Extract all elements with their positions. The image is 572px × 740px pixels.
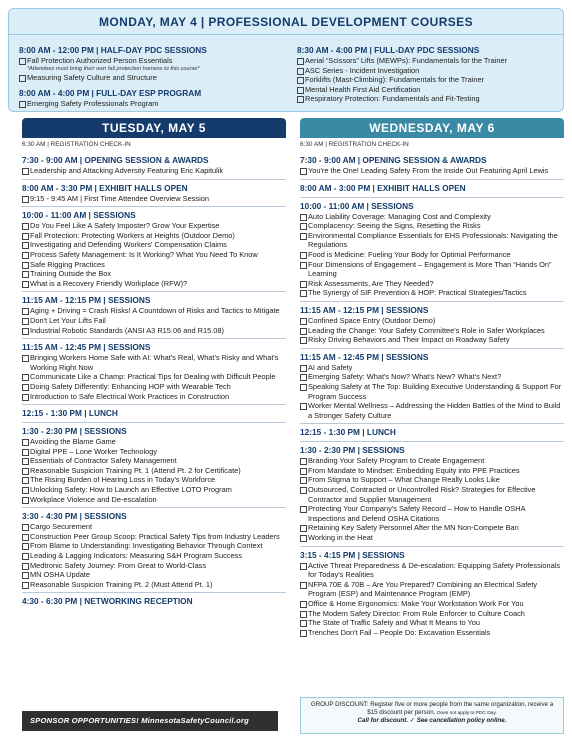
tuesday-registration: 6:30 AM | REGISTRATION CHECK-IN: [22, 141, 131, 148]
session-item: You're the One! Leading Safety From the Inside Out Featuring April Lewis: [300, 166, 564, 176]
session-item: Auto Liability Coverage: Managing Cost and Complexity: [300, 212, 564, 222]
session-item: The Rising Burden of Hearing Loss in Today's Workforce: [22, 475, 286, 485]
sponsor-banner[interactable]: SPONSOR OPPORTUNITIES! MinnesotaSafetyCouncil.org: [22, 711, 278, 731]
session-block: [22, 152, 286, 176]
session-time-heading: 10:00 - 11:00 AM | SESSIONS: [300, 197, 564, 212]
monday-session-heading: 8:00 AM - 4:00 PM | FULL-DAY ESP PROGRAM: [19, 88, 202, 99]
session-item: From Mandate to Mindset: Embedding Equity into PPE Practices: [300, 466, 564, 476]
session-time-heading: 11:15 AM - 12:15 PM | SESSIONS: [300, 301, 564, 316]
session-item: The Modern Safety Director: From Rule Enforcer to Culture Coach: [300, 609, 564, 619]
session-time-heading: 8:00 AM - 3:30 PM | EXHIBIT HALLS OPEN: [22, 179, 286, 194]
wednesday-sections: [300, 152, 564, 637]
session-item: Complacency: Seeing the Signs, Resetting the Risks: [300, 221, 564, 231]
session-item: Confined Space Entry (Outdoor Demo): [300, 316, 564, 326]
session-item: Food is Medicine: Fueling Your Body for Optimal Performance: [300, 250, 564, 260]
monday-session-item: Aerial “Scissors” Lifts (MEWPs): Fundamentals for the Trainer: [297, 56, 567, 66]
session-time-heading: 10:00 - 11:00 AM | SESSIONS: [22, 206, 286, 221]
session-time-heading: 3:15 - 4:15 PM | SESSIONS: [300, 546, 564, 561]
session-item: Do You Feel Like A Safety Imposter? Grow Your Expertise: [22, 221, 286, 231]
wednesday-panel: [300, 118, 564, 637]
session-block: [22, 404, 286, 419]
tuesday-sections: [22, 152, 286, 607]
session-item: Environmental Compliance Essentials for EHS Professionals: Navigating the Regulations: [300, 231, 564, 250]
session-block: [300, 152, 564, 176]
monday-session-block: [19, 42, 289, 82]
monday-session-item: Respiratory Protection: Fundamentals and Fit-Testing: [297, 94, 567, 104]
group-discount-text: GROUP DISCOUNT: Register five or more people from the same organization, receive a $15 discount per person.: [310, 701, 554, 716]
session-item: Protecting Your Company's Safety Record – How to Handle OSHA Inspections and Defend OSHA Citations: [300, 504, 564, 523]
session-item: 9:15 - 9:45 AM | First Time Attendee Overview Session: [22, 194, 286, 204]
monday-session-block: [297, 42, 567, 104]
session-item: Speaking Safety at The Top: Building Executive Understanding & Support For Program Success: [300, 382, 564, 401]
session-item: Safe Rigging Practices: [22, 260, 286, 270]
session-item: Communicate Like a Champ: Practical Tips for Dealing with Difficult People: [22, 372, 286, 382]
monday-session-heading: 8:00 AM - 12:00 PM | HALF-DAY PDC SESSIONS: [19, 45, 207, 55]
session-item: Medtronic Safety Journey: From Great to World-Class: [22, 561, 286, 571]
session-block: [22, 206, 286, 288]
session-block: [22, 507, 286, 589]
session-item: Outsourced, Contracted or Uncontrolled Risk? Strategies for Effective Contractor and Supplier Management: [300, 485, 564, 504]
session-item: Workplace Violence and De-escalation: [22, 495, 286, 505]
session-block: [22, 592, 286, 607]
session-block: [300, 423, 564, 438]
monday-session-note: *Attendees must bring their own fall protection harness to this course*: [27, 65, 200, 72]
session-time-heading: 11:15 AM - 12:45 PM | SESSIONS: [22, 338, 286, 353]
session-item: Active Threat Preparedness & De-escalation: Equipping Safety Professionals for Today's Realities: [300, 561, 564, 580]
session-time-heading: 1:30 - 2:30 PM | SESSIONS: [22, 422, 286, 437]
session-item: From Stigma to Support – What Change Really Looks Like: [300, 475, 564, 485]
session-item: Branding Your Safety Program to Create Engagement: [300, 456, 564, 466]
session-item: MN OSHA Update: [22, 570, 286, 580]
session-item: Bringing Workers Home Safe with AI: What's Real, What's Risky and What's Working Right Now: [22, 353, 286, 372]
session-item: Unlocking Safety: How to Launch an Effective LOTO Program: [22, 485, 286, 495]
monday-session-block: [19, 85, 289, 109]
session-item: Trenches Don't Fail – People Do: Excavation Essentials: [300, 628, 564, 638]
session-time-heading: 4:30 - 6:30 PM | NETWORKING RECEPTION: [22, 592, 286, 607]
monday-session-item: Fall Protection Authorized Person Essentials: [19, 56, 289, 66]
wednesday-registration: 6:30 AM | REGISTRATION CHECK-IN: [300, 141, 409, 148]
session-time-heading: 3:30 - 4:30 PM | SESSIONS: [22, 507, 286, 522]
session-item: Emerging Safety: What's Now? What's New? What's Next?: [300, 372, 564, 382]
session-block: [300, 197, 564, 298]
session-time-heading: 11:15 AM - 12:15 PM | SESSIONS: [22, 291, 286, 306]
monday-session-item: Mental Health First Aid Certification: [297, 85, 567, 95]
session-item: NFPA 70E & 70B – Are You Prepared? Combining an Electrical Safety Program (ESP) and Maintenance Program (EMP): [300, 580, 564, 599]
session-item: The State of Traffic Safety and What It Means to You: [300, 618, 564, 628]
session-time-heading: 11:15 AM - 12:45 PM | SESSIONS: [300, 348, 564, 363]
monday-session-item: Measuring Safety Culture and Structure: [19, 73, 289, 83]
session-time-heading: 7:30 - 9:00 AM | OPENING SESSION & AWARDS: [22, 155, 209, 165]
session-item: From Blame to Understanding: Investigating Behavior Through Context: [22, 541, 286, 551]
group-discount-box: [300, 697, 564, 734]
session-item: What is a Recovery Friendly Workplace (RFW)?: [22, 279, 286, 289]
session-time-heading: 8:00 AM - 3:00 PM | EXHIBIT HALLS OPEN: [300, 179, 564, 194]
group-discount-call: Call for discount. ✓ See cancellation policy online.: [357, 717, 507, 725]
session-item: Risk Assessments, Are They Needed?: [300, 279, 564, 289]
monday-session-heading: 8:30 AM - 4:00 PM | FULL-DAY PDC SESSIONS: [297, 45, 480, 55]
session-item: The Synergy of SIF Prevention & HOP: Practical Strategies/Tactics: [300, 288, 564, 298]
session-item: Digital PPE – Lone Worker Technology: [22, 447, 286, 457]
session-item: Reasonable Suspicion Training Pt. 1 (Attend Pt. 2 for Certificate): [22, 466, 286, 476]
session-block: [300, 546, 564, 638]
session-block: [22, 422, 286, 504]
session-item: Four Dimensions of Engagement – Engagement is More Than “Hands On” Learning: [300, 260, 564, 279]
session-item: Leading & Lagging Indicators: Measuring S&H Program Success: [22, 551, 286, 561]
session-time-heading: 7:30 - 9:00 AM | OPENING SESSION & AWARDS: [300, 155, 487, 165]
tuesday-panel: [22, 118, 286, 607]
session-item: Working in the Heat: [300, 533, 564, 543]
monday-title: MONDAY, MAY 4 | PROFESSIONAL DEVELOPMENT COURSES: [9, 9, 563, 35]
session-item: Office & Home Ergonomics: Make Your Workstation Work For You: [300, 599, 564, 609]
session-item: Avoiding the Blame Game: [22, 437, 286, 447]
session-block: [22, 291, 286, 335]
session-block: [22, 338, 286, 401]
session-item: Leading the Change: Your Safety Committee's Role in Safer Workplaces: [300, 326, 564, 336]
group-discount-note: Does not apply to PDC Day.: [437, 710, 497, 716]
session-block: [300, 348, 564, 421]
session-item: Training Outside the Box: [22, 269, 286, 279]
session-item: AI and Safety: [300, 363, 564, 373]
session-item: Essentials of Contractor Safety Management: [22, 456, 286, 466]
session-item: Industrial Robotic Standards (ANSI A3 R15.06 and R15.08): [22, 326, 286, 336]
session-item: Investigating and Defending Workers' Compensation Claims: [22, 240, 286, 250]
session-block: [300, 179, 564, 194]
session-item: Process Safety Management: Is It Working? What You Need To Know: [22, 250, 286, 260]
session-item: Aging + Driving = Crash Risks! A Countdown of Risks and Tactics to Mitigate: [22, 306, 286, 316]
session-item: Cargo Securement: [22, 522, 286, 532]
session-time-heading: 12:15 - 1:30 PM | LUNCH: [300, 423, 564, 438]
session-item: Construction Peer Group Scoop: Practical Safety Tips from Industry Leaders: [22, 532, 286, 542]
tuesday-header: TUESDAY, MAY 5: [22, 118, 286, 138]
monday-banner: [8, 8, 564, 112]
session-item: Don't Let Your Lifts Fail: [22, 316, 286, 326]
monday-session-item: Forklifts (Mast-Climbing): Fundamentals for the Trainer: [297, 75, 567, 85]
session-item: Worker Mental Wellness – Addressing the Hidden Battles of the Mind to Build a Stronger Safety Culture: [300, 401, 564, 420]
session-item: Leadership and Attacking Adversity Featuring Eric Kapitulik: [22, 166, 286, 176]
session-block: [22, 179, 286, 204]
session-item: Doing Safety Differently: Enhancing HOP with Wearable Tech: [22, 382, 286, 392]
session-block: [300, 441, 564, 542]
session-item: Retaining Key Safety Personnel After the MN Non-Compete Ban: [300, 523, 564, 533]
wednesday-header: WEDNESDAY, MAY 6: [300, 118, 564, 138]
monday-session-item: ASC Series - Incident Investigation: [297, 66, 567, 76]
session-item: Risky Driving Behaviors and Their Impact on Roadway Safety: [300, 335, 564, 345]
session-block: [300, 301, 564, 345]
monday-left-column: [19, 39, 289, 109]
session-item: Introduction to Safe Electrical Work Practices in Construction: [22, 392, 286, 402]
monday-session-item: Emerging Safety Professionals Program: [19, 99, 289, 109]
session-item: Reasonable Suspicion Training Pt. 2 (Must Attend Pt. 1): [22, 580, 286, 590]
session-time-heading: 1:30 - 2:30 PM | SESSIONS: [300, 441, 564, 456]
session-time-heading: 12:15 - 1:30 PM | LUNCH: [22, 404, 286, 419]
monday-right-column: [297, 39, 567, 104]
session-item: Fall Protection: Protecting Workers at Heights (Outdoor Demo): [22, 231, 286, 241]
